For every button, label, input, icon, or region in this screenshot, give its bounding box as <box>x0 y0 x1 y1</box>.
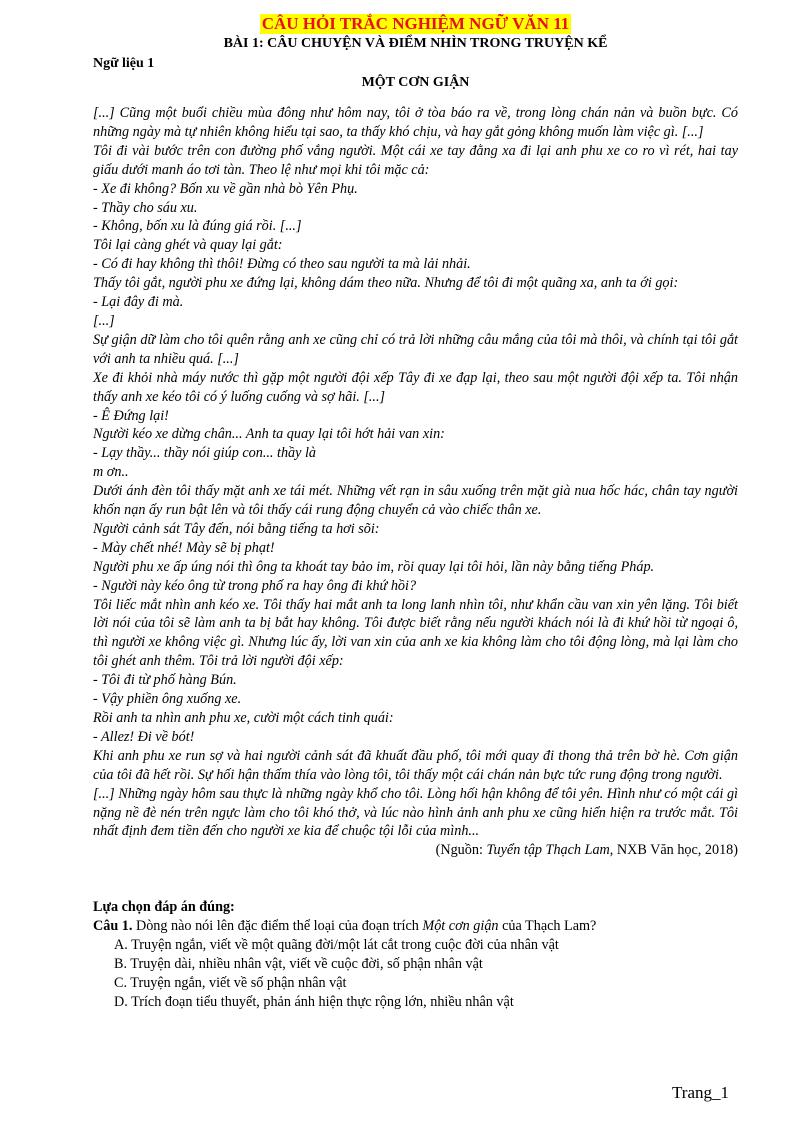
question-number: Câu 1. <box>93 918 133 935</box>
story-paragraph: Thấy tôi gắt, người phu xe đứng lại, không dám theo nữa. Nhưng để tôi đi một quãng xa, anh ta ới gọi: <box>93 275 679 292</box>
source-suffix: , NXB Văn học, 2018) <box>609 842 738 859</box>
story-paragraph: [...] <box>93 312 115 329</box>
story-paragraph: - Lạy thầy... thầy nói giúp con... thầy là <box>93 445 317 462</box>
story-paragraph: Rồi anh ta nhìn anh phu xe, cười một cách tinh quái: <box>93 710 394 726</box>
story-paragraph: Khi anh phu xe run sợ và hai người cảnh sát đã khuất đầu phố, tôi mới quay đi thong thả trên bờ hè. Cơn giận của tôi đã hết rồi. Sự hối hận thấm thía vào lòng tôi, tôi thấy một cái chán nản bực tức rung động trong người. <box>93 747 738 783</box>
story-paragraph: - Allez! Đi về bót! <box>93 728 195 745</box>
answer-option-d[interactable]: D. Trích đoạn tiểu thuyết, phản ánh hiện thực rộng lớn, nhiều nhân vật <box>114 994 514 1011</box>
story-paragraph: Người kéo xe dừng chân... Anh ta quay lại tôi hớt hải van xin: <box>93 426 445 443</box>
story-excerpt <box>93 104 738 841</box>
quiz-heading: Lựa chọn đáp án đúng: <box>93 899 235 916</box>
question-work-title: Một cơn giận <box>422 918 499 935</box>
story-paragraph: [...] Cũng một buổi chiều mùa đông như hôm nay, tôi ở tòa báo ra về, trong lòng chán nản và buồn bực. Có những ngày mà tự nhiên không hiểu tại sao, ta thấy khó chịu, và hay gắt gỏng không muốn làm việc gì. [...] <box>93 105 738 140</box>
story-title: MỘT CƠN GIẬN <box>361 75 470 90</box>
answer-option-a[interactable]: A. Truyện ngắn, viết về một quãng đời/một lát cắt trong cuộc đời của nhân vật <box>114 937 559 954</box>
source-book: Tuyển tập Thạch Lam <box>486 842 610 859</box>
story-paragraph: - Có đi hay không thì thôi! Đừng có theo sau người ta mà lải nhải. <box>93 256 471 273</box>
story-paragraph: Sự giận dữ làm cho tôi quên rằng anh xe cũng chỉ có trả lời những câu mắng của tôi mà thôi, và chính tại tôi gắt với anh ta nhiều quá. [...] <box>93 331 738 367</box>
story-paragraph: Người cảnh sát Tây đến, nói bằng tiếng ta hơi sõi: <box>93 520 380 537</box>
story-paragraph: [...] Những ngày hôm sau thực là những ngày khổ cho tôi. Lòng hối hận không để tôi yên. Hình như có một cái gì nặng nề đè nén trên ngực làm cho tôi khó thở, và lúc nào hình ảnh anh phu xe cũng hiển hiện ra trước mắt. Tôi nhất định đem tiền đến cho người xe kia để chuộc tội lỗi của mình... <box>93 785 738 840</box>
story-paragraph: - Tôi đi từ phố hàng Bún. <box>93 672 237 689</box>
story-paragraph: Tôi đi vài bước trên con đường phố vắng người. Một cái xe tay đằng xa đi lại anh phu xe co ro vì rét, hai tay giấu dưới manh áo tơi tàn. Theo lệ như mọi khi tôi mặc cả: <box>93 142 738 178</box>
story-paragraph: Tôi liếc mắt nhìn anh kéo xe. Tôi thấy hai mắt anh ta long lanh nhìn tôi, như khẩn cầu van xin yên lặng. Tôi biết lời nói của tôi sẽ làm anh ta bị bắt hay không. Tôi được biết rằng nếu người khách nói là đi khứ hồi từ ngoại ô, thì người xe không việc gì. Nhưng lúc ấy, lời van xin của anh xe kia không làm cho tôi động lòng, mà lại làm cho tôi ghét anh thêm. Tôi trả lời người đội xếp: <box>93 596 738 670</box>
document-title: CÂU HỎI TRẮC NGHIỆM NGỮ VĂN 11 <box>261 14 570 33</box>
answer-options <box>93 936 738 1012</box>
story-paragraph: - Thầy cho sáu xu. <box>93 199 198 216</box>
story-paragraph: - Lại đây đi mà. <box>93 294 184 311</box>
answer-option-b[interactable]: B. Truyện dài, nhiều nhân vật, viết về cuộc đời, số phận nhân vật <box>114 956 483 973</box>
question-1 <box>93 917 738 936</box>
story-paragraph: - Xe đi không? Bốn xu về gần nhà bò Yên Phụ. <box>93 180 358 197</box>
story-paragraph: Người phu xe ấp úng nói thì ông ta khoát tay bảo im, rồi quay lại tôi hỏi, lần này bằng tiếng Pháp. <box>93 558 655 575</box>
section-label: Ngữ liệu 1 <box>93 56 155 71</box>
question-text-after: của Thạch Lam? <box>498 918 597 935</box>
story-paragraph: Tôi lại càng ghét và quay lại gắt: <box>93 237 283 254</box>
answer-option-c[interactable]: C. Truyện ngắn, viết về số phận nhân vật <box>114 975 347 992</box>
story-paragraph: m ơn.. <box>93 464 129 481</box>
story-paragraph: - Vậy phiền ông xuống xe. <box>93 691 242 708</box>
lesson-subtitle: BÀI 1: CÂU CHUYỆN VÀ ĐIỂM NHÌN TRONG TRUYỆN KỂ <box>223 36 608 51</box>
story-paragraph: Xe đi khỏi nhà máy nước thì gặp một người đội xếp Tây đi xe đạp lại, theo sau một người đội xếp ta. Tôi nhận thấy anh xe kéo tôi có ý luống cuống và sợ hãi. [...] <box>93 369 738 405</box>
page-number: Trang_1 <box>672 1083 729 1102</box>
story-paragraph: - Ê Đứng lại! <box>93 407 169 424</box>
document-page <box>93 14 738 1012</box>
story-paragraph: - Người này kéo ông từ trong phố ra hay ông đi khứ hồi? <box>93 577 417 594</box>
source-citation <box>93 841 738 860</box>
story-paragraph: Dưới ánh đèn tôi thấy mặt anh xe tái mét. Những vết rạn in sâu xuống trên mặt già nua hốc hác, chân tay người khốn nạn ấy run bật lên và tôi thấy cái rung động chuyển cả vào chiếc thân xe. <box>93 483 738 519</box>
source-prefix: (Nguồn: <box>435 842 487 859</box>
story-paragraph: - Không, bốn xu là đúng giá rồi. [...] <box>93 218 302 235</box>
question-text-before: Dòng nào nói lên đặc điểm thể loại của đoạn trích <box>132 918 423 935</box>
title-block <box>93 14 738 35</box>
story-paragraph: - Mày chết nhé! Mày sẽ bị phạt! <box>93 539 275 556</box>
